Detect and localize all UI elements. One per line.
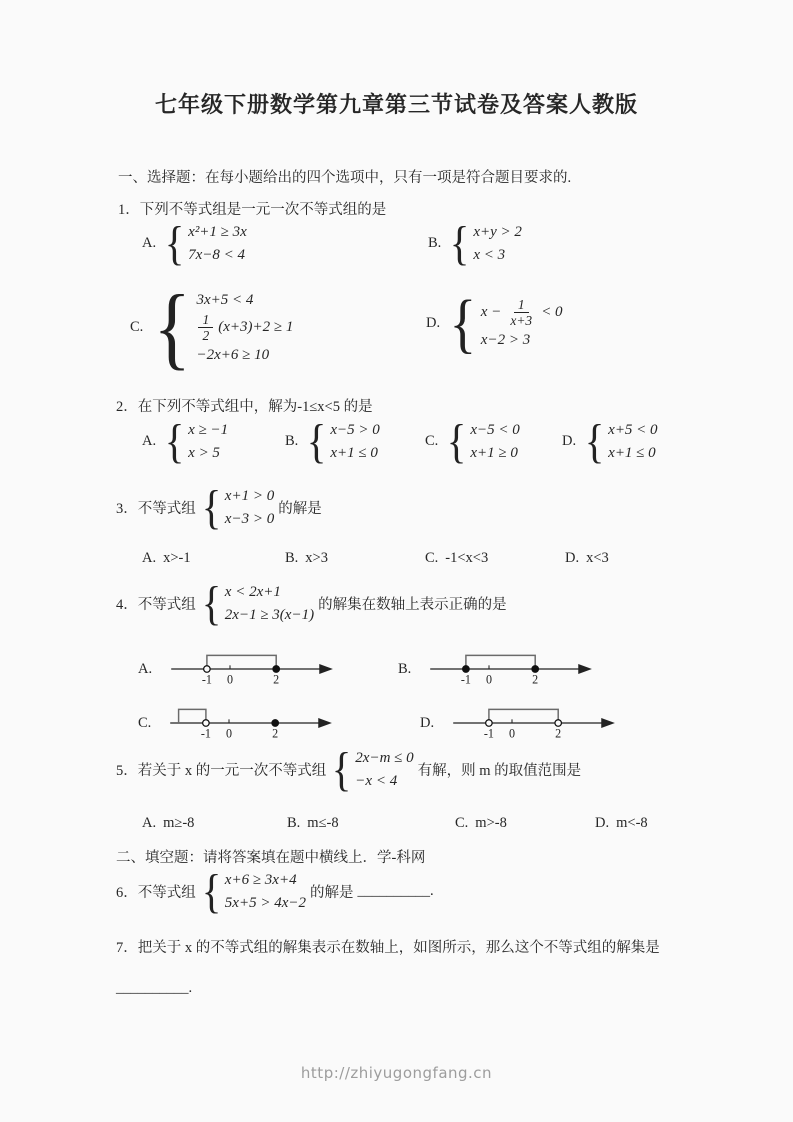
inequality-line-pre: x − bbox=[480, 304, 502, 321]
q3-option-b-label: B. bbox=[285, 550, 299, 566]
q3-option-b-text: x>3 bbox=[305, 550, 328, 566]
q4-option-a-numberline bbox=[167, 648, 335, 690]
svg-text:2: 2 bbox=[272, 726, 279, 741]
q2-option-b bbox=[285, 415, 380, 468]
q3-option-a bbox=[142, 550, 191, 567]
inequality-line: −x < 4 bbox=[355, 772, 398, 789]
q4-option-b-label: B. bbox=[398, 660, 412, 677]
inequality-line: x+6 ≥ 3x+4 bbox=[224, 872, 297, 889]
fraction bbox=[198, 312, 213, 343]
q2-option-a-label: A. bbox=[142, 433, 157, 450]
inequality-line: 2x−1 ≥ 3(x−1) bbox=[224, 606, 315, 623]
q1-option-d-label: D. bbox=[426, 315, 441, 332]
q3-stem bbox=[116, 481, 322, 534]
fraction-numerator: 1 bbox=[198, 312, 213, 328]
q2-option-c-label: C. bbox=[425, 433, 439, 450]
q5-option-d-text: m<-8 bbox=[616, 815, 648, 831]
q5-option-c-label: C. bbox=[455, 815, 469, 831]
q3-option-b bbox=[285, 550, 328, 567]
q5-option-d-label: D. bbox=[595, 815, 610, 831]
inequality-line: x+y > 2 bbox=[473, 224, 522, 241]
left-brace-icon: { bbox=[201, 577, 222, 630]
left-brace-icon: { bbox=[449, 287, 477, 360]
q5-option-c bbox=[455, 815, 507, 832]
q4-option-d-label: D. bbox=[420, 714, 435, 731]
left-brace-icon: { bbox=[331, 743, 352, 796]
q1-option-a-label: A. bbox=[142, 235, 157, 252]
svg-text:0: 0 bbox=[486, 672, 493, 687]
q2-option-c bbox=[425, 415, 520, 468]
q3-option-c-label: C. bbox=[425, 550, 439, 566]
inequality-line: −2x+6 ≥ 10 bbox=[196, 347, 270, 363]
q5-option-a bbox=[142, 815, 194, 832]
fraction-numerator: 1 bbox=[514, 297, 529, 313]
left-brace-icon: { bbox=[164, 217, 185, 270]
inequality-line: x²+1 ≥ 3x bbox=[188, 224, 247, 241]
inequality-line: x+1 ≥ 0 bbox=[470, 444, 518, 461]
inequality-line: x < 3 bbox=[473, 246, 506, 263]
q3-stem-post: 的解是 bbox=[278, 501, 322, 518]
q6-system bbox=[200, 865, 306, 918]
q7-stem: 7．把关于 x 的不等式组的解集表示在数轴上，如图所示，那么这个不等式组的解集是 bbox=[116, 940, 660, 956]
q3-system bbox=[200, 481, 275, 534]
q1-option-d-system bbox=[447, 287, 563, 360]
q2-option-d bbox=[562, 415, 658, 468]
q1-option-b bbox=[428, 217, 522, 270]
q5-option-c-text: m>-8 bbox=[475, 815, 507, 831]
q5-option-d bbox=[595, 815, 648, 832]
left-brace-icon: { bbox=[164, 415, 185, 468]
inequality-line: x−5 > 0 bbox=[330, 422, 380, 439]
q4-option-c-numberline bbox=[166, 702, 334, 744]
svg-text:0: 0 bbox=[227, 672, 234, 687]
q5-option-a-label: A. bbox=[142, 815, 157, 831]
q6-stem bbox=[116, 865, 434, 918]
svg-text:-1: -1 bbox=[483, 726, 495, 741]
inequality-line: x−5 < 0 bbox=[470, 422, 520, 439]
q7-answer-blank: __________. bbox=[116, 980, 193, 996]
inequality-line-rest: (x+3)+2 ≥ 1 bbox=[218, 319, 294, 336]
inequality-line: 2x−m ≤ 0 bbox=[355, 750, 414, 767]
inequality-line: x+1 > 0 bbox=[224, 488, 275, 505]
q4-option-b bbox=[398, 648, 594, 690]
left-brace-icon: { bbox=[447, 415, 467, 468]
inequality-line: x+5 < 0 bbox=[608, 422, 658, 439]
q3-option-c-text: -1<x<3 bbox=[445, 550, 489, 566]
q1-option-a bbox=[142, 217, 247, 270]
inequality-line: 5x+5 > 4x−2 bbox=[224, 894, 306, 911]
inequality-line: x−3 > 0 bbox=[224, 510, 275, 527]
footer-url: http://zhiyugongfang.cn bbox=[300, 1064, 493, 1082]
q4-option-c bbox=[138, 702, 334, 744]
inequality-line: x < 2x+1 bbox=[224, 584, 281, 601]
q1-stem: 1．下列不等式组是一元一次不等式组的是 bbox=[118, 202, 387, 218]
q5-stem bbox=[116, 743, 582, 796]
q2-option-b-system bbox=[305, 415, 380, 468]
q4-option-a-label: A. bbox=[138, 660, 153, 677]
q6-answer-blank: __________. bbox=[357, 883, 434, 900]
left-brace-icon: { bbox=[201, 481, 222, 534]
q4-system bbox=[200, 577, 315, 630]
svg-text:-1: -1 bbox=[201, 726, 212, 741]
q3-option-a-label: A. bbox=[142, 550, 157, 566]
fraction bbox=[506, 297, 536, 328]
inequality-line-rest: < 0 bbox=[541, 304, 563, 321]
q3-option-d-label: D. bbox=[565, 550, 580, 566]
q3-stem-pre: 3．不等式组 bbox=[116, 501, 196, 518]
q5-option-b-label: B. bbox=[287, 815, 301, 831]
inequality-line: x ≥ −1 bbox=[188, 422, 229, 439]
inequality-line-with-fraction bbox=[196, 312, 293, 343]
left-brace-icon: { bbox=[450, 217, 470, 270]
inequality-line: 7x−8 < 4 bbox=[188, 246, 246, 263]
q1-option-c-system bbox=[150, 276, 294, 378]
left-brace-icon: { bbox=[201, 865, 222, 918]
svg-text:2: 2 bbox=[273, 672, 280, 687]
page-title: 七年级下册数学第九章第三节试卷及答案人教版 bbox=[154, 92, 638, 117]
inequality-line: x > 5 bbox=[188, 444, 220, 461]
inequality-line: 3x+5 < 4 bbox=[196, 291, 254, 308]
q4-stem-post: 的解集在数轴上表示正确的是 bbox=[318, 597, 507, 614]
svg-text:-1: -1 bbox=[201, 672, 213, 687]
inequality-line: x+1 ≤ 0 bbox=[330, 444, 378, 461]
section-1-header: 一、选择题：在每小题给出的四个选项中，只有一项是符合题目要求的. bbox=[118, 170, 572, 186]
fraction-denominator: 2 bbox=[202, 327, 210, 343]
svg-text:0: 0 bbox=[226, 726, 233, 741]
q4-option-b-numberline bbox=[426, 648, 594, 690]
q4-stem bbox=[116, 577, 507, 630]
left-brace-icon: { bbox=[584, 415, 605, 468]
inequality-line: x−2 > 3 bbox=[480, 332, 531, 349]
q4-option-c-label: C. bbox=[138, 714, 152, 731]
q5-option-a-text: m≥-8 bbox=[163, 815, 195, 831]
q2-option-a bbox=[142, 415, 229, 468]
q1-option-b-label: B. bbox=[428, 235, 442, 252]
left-brace-icon: { bbox=[153, 276, 192, 378]
q5-option-b-text: m≤-8 bbox=[307, 815, 339, 831]
q4-option-a bbox=[138, 648, 335, 690]
q4-stem-pre: 4．不等式组 bbox=[116, 597, 196, 614]
section-2-header: 二、填空题：请将答案填在题中横线上．学-科网 bbox=[116, 850, 426, 866]
q1-option-d bbox=[426, 287, 563, 360]
q2-option-a-system bbox=[163, 415, 229, 468]
svg-text:2: 2 bbox=[555, 726, 562, 741]
svg-text:0: 0 bbox=[509, 726, 516, 741]
q3-option-a-text: x>-1 bbox=[163, 550, 191, 566]
q2-stem: 2．在下列不等式组中，解为-1≤x<5 的是 bbox=[116, 399, 373, 415]
q3-option-d-text: x<3 bbox=[586, 550, 609, 566]
q3-option-c bbox=[425, 550, 488, 567]
q1-option-c-label: C. bbox=[130, 318, 144, 335]
q1-option-c bbox=[130, 276, 294, 378]
q4-option-d-numberline bbox=[449, 702, 617, 744]
q5-stem-pre: 5．若关于 x 的一元一次不等式组 bbox=[116, 763, 327, 780]
inequality-line: x+1 ≤ 0 bbox=[608, 444, 656, 461]
q6-stem-post: 的解是 bbox=[309, 885, 354, 902]
left-brace-icon: { bbox=[307, 415, 327, 468]
q2-option-d-system bbox=[583, 415, 658, 468]
q5-stem-post: 有解，则 m 的取值范围是 bbox=[417, 763, 582, 780]
q4-option-d bbox=[420, 702, 617, 744]
q1-option-b-system bbox=[448, 217, 522, 270]
q3-option-d bbox=[565, 550, 609, 567]
q5-system bbox=[330, 743, 414, 796]
svg-text:2: 2 bbox=[532, 672, 539, 687]
inequality-line-with-fraction bbox=[481, 297, 563, 328]
q6-stem-pre: 6．不等式组 bbox=[116, 885, 196, 902]
q2-option-d-label: D. bbox=[562, 433, 577, 450]
q5-option-b bbox=[287, 815, 339, 832]
q2-option-b-label: B. bbox=[285, 433, 299, 450]
q1-option-a-system bbox=[163, 217, 247, 270]
q2-option-c-system bbox=[445, 415, 520, 468]
svg-text:-1: -1 bbox=[461, 672, 472, 687]
fraction-denominator: x+3 bbox=[510, 313, 533, 329]
